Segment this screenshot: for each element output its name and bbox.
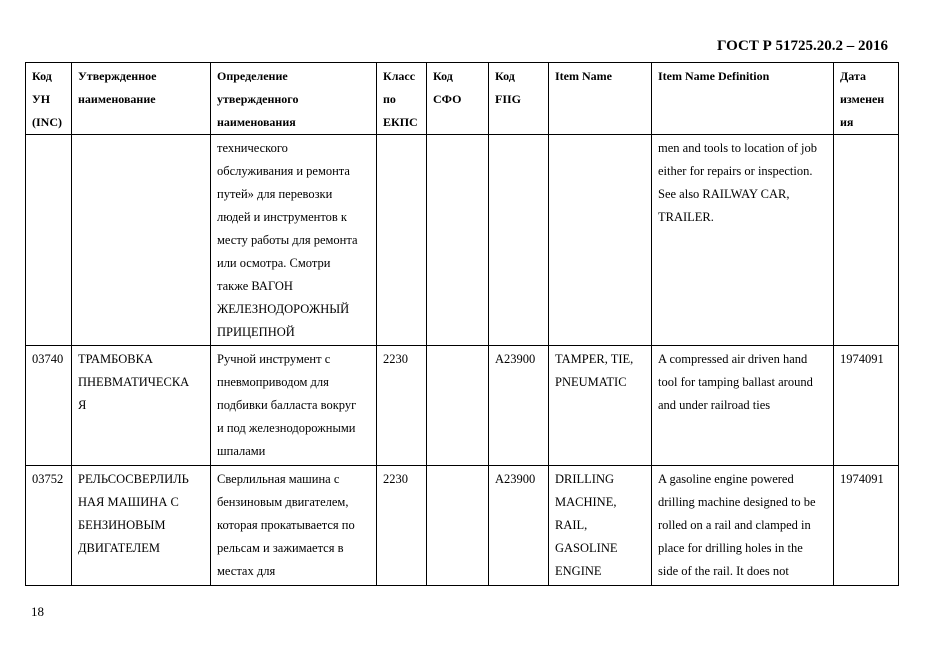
cell-class: 2230 [377, 346, 427, 466]
document-code: ГОСТ Р 51725.20.2 – 2016 [716, 38, 888, 54]
table-row [26, 135, 899, 346]
cell-item-name: DRILLING MACHINE, RAIL, GASOLINE ENGINE [549, 466, 652, 586]
cell-date [834, 135, 899, 346]
cell-class [377, 135, 427, 346]
cell-approved-name: РЕЛЬСОСВЕРЛИЛЬ НАЯ МАШИНА С БЕНЗИНОВЫМ ДВИГАТЕЛЕМ [72, 466, 211, 586]
header-fiig: Код FIIG [489, 63, 549, 135]
table-row [26, 466, 899, 586]
cell-sfo [427, 466, 489, 586]
cell-date: 1974091 [834, 346, 899, 466]
header-class: Класс по ЕКПС [377, 63, 427, 135]
cell-item-name: TAMPER, TIE, PNEUMATIC [549, 346, 652, 466]
cell-class: 2230 [377, 466, 427, 586]
cell-item-definition: A compressed air driven hand tool for tamping ballast around and under railroad ties [652, 346, 834, 466]
cell-item-name [549, 135, 652, 346]
cell-item-definition: men and tools to location of job either for repairs or inspection. See also RAILWAY CAR, TRAILER. [652, 135, 834, 346]
cell-item-definition: A gasoline engine powered drilling machine designed to be rolled on a rail and clamped in place for drilling holes in the side of the rail. It does not [652, 466, 834, 586]
cell-date: 1974091 [834, 466, 899, 586]
cell-sfo [427, 346, 489, 466]
cell-fiig: A23900 [489, 466, 549, 586]
table-row [26, 346, 899, 466]
header-approved-name: Утвержденное наименование [72, 63, 211, 135]
header-sfo: Код СФО [427, 63, 489, 135]
cell-inc: 03740 [26, 346, 72, 466]
cell-approved-name [72, 135, 211, 346]
header-date: Дата изменен ия [834, 63, 899, 135]
cell-sfo [427, 135, 489, 346]
cell-inc: 03752 [26, 466, 72, 586]
cell-fiig: A23900 [489, 346, 549, 466]
cell-inc [26, 135, 72, 346]
header-item-name: Item Name [549, 63, 652, 135]
cell-approved-name: ТРАМБОВКА ПНЕВМАТИЧЕСКА Я [72, 346, 211, 466]
cell-fiig [489, 135, 549, 346]
cell-definition: технического обслуживания и ремонта путей» для перевозки людей и инструментов к месту работы для ремонта или осмотра. Смотри также ВАГОН ЖЕЛЕЗНОДОРОЖНЫЙ ПРИЦЕПНОЙ [211, 135, 377, 346]
catalog-table [25, 62, 899, 586]
table-header-row [26, 63, 899, 135]
cell-definition: Ручной инструмент с пневмоприводом для подбивки балласта вокруг и под железнодорожными шпалами [211, 346, 377, 466]
header-definition: Определение утвержденного наименования [211, 63, 377, 135]
page-number: 18 [31, 604, 44, 619]
header-inc: Код УН (INC) [26, 63, 72, 135]
cell-definition: Сверлильная машина с бензиновым двигателем, которая прокатывается по рельсам и зажимается в местах для [211, 466, 377, 586]
header-item-definition: Item Name Definition [652, 63, 834, 135]
